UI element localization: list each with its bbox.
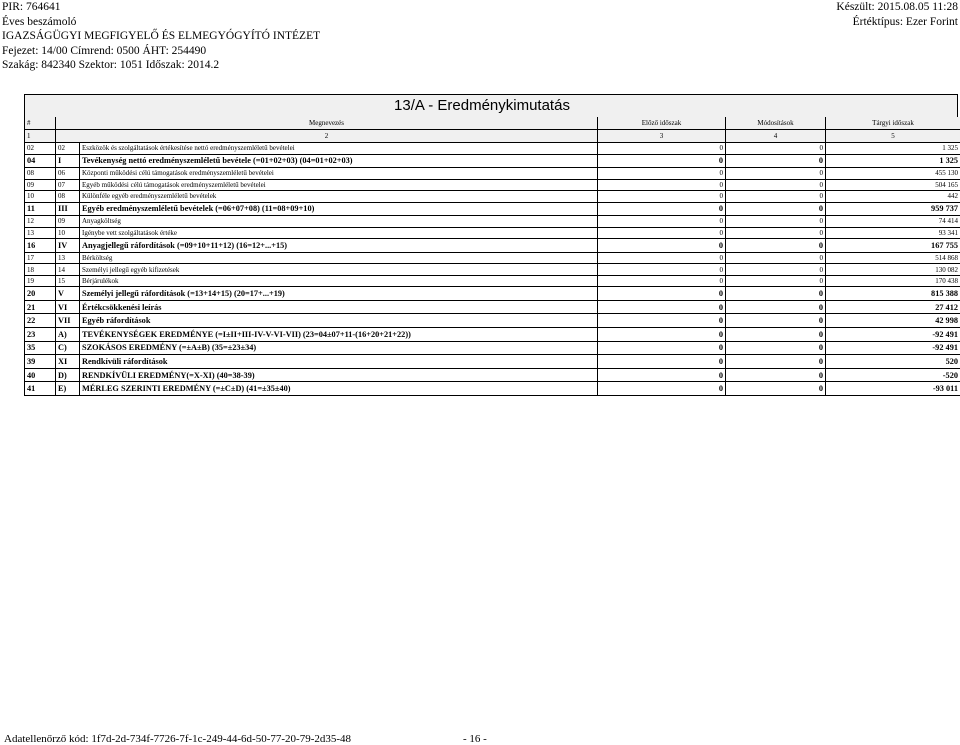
row-code: 13: [56, 252, 80, 264]
row-description: Anyagjellegű ráfordítások (=09+10+11+12) (16=12+...+15): [80, 239, 598, 253]
row-modification-value: 0: [726, 168, 826, 180]
table-row: [25, 314, 960, 328]
table-row: [25, 252, 960, 264]
row-number: 13: [25, 227, 56, 239]
row-previous-value: 0: [598, 252, 726, 264]
row-current-value: 170 438: [826, 275, 960, 287]
row-current-value: 514 868: [826, 252, 960, 264]
row-code: 14: [56, 264, 80, 276]
row-code: C): [56, 341, 80, 355]
row-number: 41: [25, 382, 56, 396]
row-current-value: 93 341: [826, 227, 960, 239]
row-current-value: 1 325: [826, 143, 960, 155]
row-description: RENDKÍVÜLI EREDMÉNY(=X-XI) (40=38-39): [80, 368, 598, 382]
row-previous-value: 0: [598, 264, 726, 276]
row-current-value: 455 130: [826, 168, 960, 180]
row-description: MÉRLEG SZERINTI EREDMÉNY (=±C±D) (41=±35±40): [80, 382, 598, 396]
table-row: [25, 191, 960, 203]
row-current-value: -93 011: [826, 382, 960, 396]
row-previous-value: 0: [598, 216, 726, 228]
table-row: [25, 355, 960, 369]
row-current-value: 42 998: [826, 314, 960, 328]
report-header-right: [836, 0, 958, 29]
row-modification-value: 0: [726, 314, 826, 328]
row-previous-value: 0: [598, 355, 726, 369]
row-previous-value: 0: [598, 328, 726, 342]
row-code: V: [56, 287, 80, 301]
row-code: VII: [56, 314, 80, 328]
row-number: 18: [25, 264, 56, 276]
row-code: 06: [56, 168, 80, 180]
sector-info: Szakág: 842340 Szektor: 1051 Időszak: 2014.2: [2, 58, 320, 73]
row-modification-value: 0: [726, 355, 826, 369]
row-description: Tevékenység nettó eredményszemléletű bevétele (=01+02+03) (04=01+02+03): [80, 154, 598, 168]
pir-label: PIR: 764641: [2, 0, 320, 15]
row-description: Rendkívüli ráfordítások: [80, 355, 598, 369]
row-number: 21: [25, 300, 56, 314]
row-modification-value: 0: [726, 275, 826, 287]
institution-name: IGAZSÁGÜGYI MEGFIGYELŐ ÉS ELMEGYÓGYÍTÓ INTÉZET: [2, 29, 320, 44]
row-description: Bérjárulékok: [80, 275, 598, 287]
row-previous-value: 0: [598, 287, 726, 301]
row-description: Egyéb működési célú támogatások eredményszemléletű bevételei: [80, 179, 598, 191]
row-code: 07: [56, 179, 80, 191]
row-number: 04: [25, 154, 56, 168]
row-number: 39: [25, 355, 56, 369]
column-number-3: 3: [598, 130, 726, 143]
table-row: [25, 202, 960, 216]
row-modification-value: 0: [726, 287, 826, 301]
header-modifications: Módosítások: [726, 117, 826, 130]
row-description: Központi működési célú támogatások eredményszemléletű bevételei: [80, 168, 598, 180]
row-number: 20: [25, 287, 56, 301]
row-current-value: -92 491: [826, 341, 960, 355]
row-number: 40: [25, 368, 56, 382]
row-current-value: 167 755: [826, 239, 960, 253]
row-description: SZOKÁSOS EREDMÉNY (=±A±B) (35=±23±34): [80, 341, 598, 355]
row-previous-value: 0: [598, 341, 726, 355]
table-row: [25, 287, 960, 301]
row-modification-value: 0: [726, 341, 826, 355]
row-number: 22: [25, 314, 56, 328]
row-previous-value: 0: [598, 300, 726, 314]
row-number: 12: [25, 216, 56, 228]
row-description: Értékcsökkenési leírás: [80, 300, 598, 314]
table-row: [25, 368, 960, 382]
row-number: 11: [25, 202, 56, 216]
row-modification-value: 0: [726, 264, 826, 276]
row-current-value: 520: [826, 355, 960, 369]
income-statement-table: [24, 117, 960, 396]
row-description: Személyi jellegű egyéb kifizetések: [80, 264, 598, 276]
row-code: I: [56, 154, 80, 168]
row-modification-value: 0: [726, 179, 826, 191]
row-code: III: [56, 202, 80, 216]
table-row: [25, 227, 960, 239]
row-code: VI: [56, 300, 80, 314]
row-code: 10: [56, 227, 80, 239]
row-modification-value: 0: [726, 154, 826, 168]
report-title-box: [0, 95, 960, 117]
row-current-value: 815 388: [826, 287, 960, 301]
row-number: 23: [25, 328, 56, 342]
row-current-value: 504 165: [826, 179, 960, 191]
column-number-1: 1: [25, 130, 56, 143]
row-code: A): [56, 328, 80, 342]
row-code: 09: [56, 216, 80, 228]
value-type-label: Értéktípus: Ezer Forint: [836, 15, 958, 30]
row-number: 08: [25, 168, 56, 180]
table-row: [25, 179, 960, 191]
table-row: [25, 216, 960, 228]
row-previous-value: 0: [598, 275, 726, 287]
table-row: [25, 143, 960, 155]
table-body: [25, 117, 960, 396]
row-number: 16: [25, 239, 56, 253]
created-timestamp: Készült: 2015.08.05 11:28: [836, 0, 958, 15]
column-number-4: 4: [726, 130, 826, 143]
row-previous-value: 0: [598, 314, 726, 328]
table-row: [25, 328, 960, 342]
row-previous-value: 0: [598, 168, 726, 180]
table-row: [25, 239, 960, 253]
table-row: [25, 300, 960, 314]
row-code: XI: [56, 355, 80, 369]
row-code: E): [56, 382, 80, 396]
table-row: [25, 275, 960, 287]
row-current-value: 1 325: [826, 154, 960, 168]
row-modification-value: 0: [726, 143, 826, 155]
row-previous-value: 0: [598, 179, 726, 191]
validation-code: Adatellenőrző kód: 1f7d-2d-734f-7726-7f-1c-249-44-6d-50-77-20-79-2d35-48: [4, 733, 351, 745]
row-code: IV: [56, 239, 80, 253]
row-code: 02: [56, 143, 80, 155]
row-modification-value: 0: [726, 252, 826, 264]
row-description: Bérköltség: [80, 252, 598, 264]
row-previous-value: 0: [598, 143, 726, 155]
row-description: Személyi jellegű ráfordítások (=13+14+15) (20=17+...+19): [80, 287, 598, 301]
row-current-value: 959 737: [826, 202, 960, 216]
row-modification-value: 0: [726, 300, 826, 314]
row-current-value: 130 082: [826, 264, 960, 276]
row-current-value: -520: [826, 368, 960, 382]
row-description: Igénybe vett szolgáltatások értéke: [80, 227, 598, 239]
row-previous-value: 0: [598, 191, 726, 203]
row-previous-value: 0: [598, 202, 726, 216]
row-modification-value: 0: [726, 227, 826, 239]
table-row: [25, 382, 960, 396]
row-modification-value: 0: [726, 239, 826, 253]
row-description: Egyéb ráfordítások: [80, 314, 598, 328]
page-title: 13/A - Eredménykimutatás: [0, 95, 960, 117]
header-row-number: #: [25, 117, 56, 130]
row-number: 35: [25, 341, 56, 355]
row-modification-value: 0: [726, 328, 826, 342]
report-header-left: [2, 0, 320, 73]
row-current-value: 27 412: [826, 300, 960, 314]
row-number: 19: [25, 275, 56, 287]
row-modification-value: 0: [726, 382, 826, 396]
header-description: Megnevezés: [56, 117, 598, 130]
row-description: Eszközök és szolgáltatások értékesítése nettó eredményszemléletű bevételei: [80, 143, 598, 155]
row-current-value: -92 491: [826, 328, 960, 342]
column-number-2: 2: [56, 130, 598, 143]
row-number: 17: [25, 252, 56, 264]
page-number: - 16 -: [463, 733, 487, 745]
row-number: 09: [25, 179, 56, 191]
table-row: [25, 341, 960, 355]
row-code: 15: [56, 275, 80, 287]
table-row: [25, 154, 960, 168]
table-header-row: [25, 117, 960, 130]
row-description: Egyéb eredményszemléletű bevételek (=06+07+08) (11=08+09+10): [80, 202, 598, 216]
row-modification-value: 0: [726, 191, 826, 203]
header-previous-period: Előző időszak: [598, 117, 726, 130]
row-description: Anyagköltség: [80, 216, 598, 228]
row-code: 08: [56, 191, 80, 203]
row-previous-value: 0: [598, 154, 726, 168]
row-modification-value: 0: [726, 216, 826, 228]
row-code: D): [56, 368, 80, 382]
row-modification-value: 0: [726, 202, 826, 216]
column-number-5: 5: [826, 130, 960, 143]
row-modification-value: 0: [726, 368, 826, 382]
row-previous-value: 0: [598, 382, 726, 396]
column-number-row: [25, 130, 960, 143]
row-number: 10: [25, 191, 56, 203]
row-previous-value: 0: [598, 368, 726, 382]
row-description: TEVÉKENYSÉGEK EREDMÉNYE (=I±II+III-IV-V-VI-VII) (23=04±07+11-(16+20+21+22)): [80, 328, 598, 342]
row-description: Különféle egyéb eredményszemléletű bevételek: [80, 191, 598, 203]
chapter-info: Fejezet: 14/00 Címrend: 0500 ÁHT: 254490: [2, 44, 320, 59]
row-current-value: 442: [826, 191, 960, 203]
row-number: 02: [25, 143, 56, 155]
report-type-label: Éves beszámoló: [2, 15, 320, 30]
row-current-value: 74 414: [826, 216, 960, 228]
row-previous-value: 0: [598, 227, 726, 239]
row-previous-value: 0: [598, 239, 726, 253]
table-row: [25, 264, 960, 276]
table-row: [25, 168, 960, 180]
header-current-period: Tárgyi időszak: [826, 117, 960, 130]
